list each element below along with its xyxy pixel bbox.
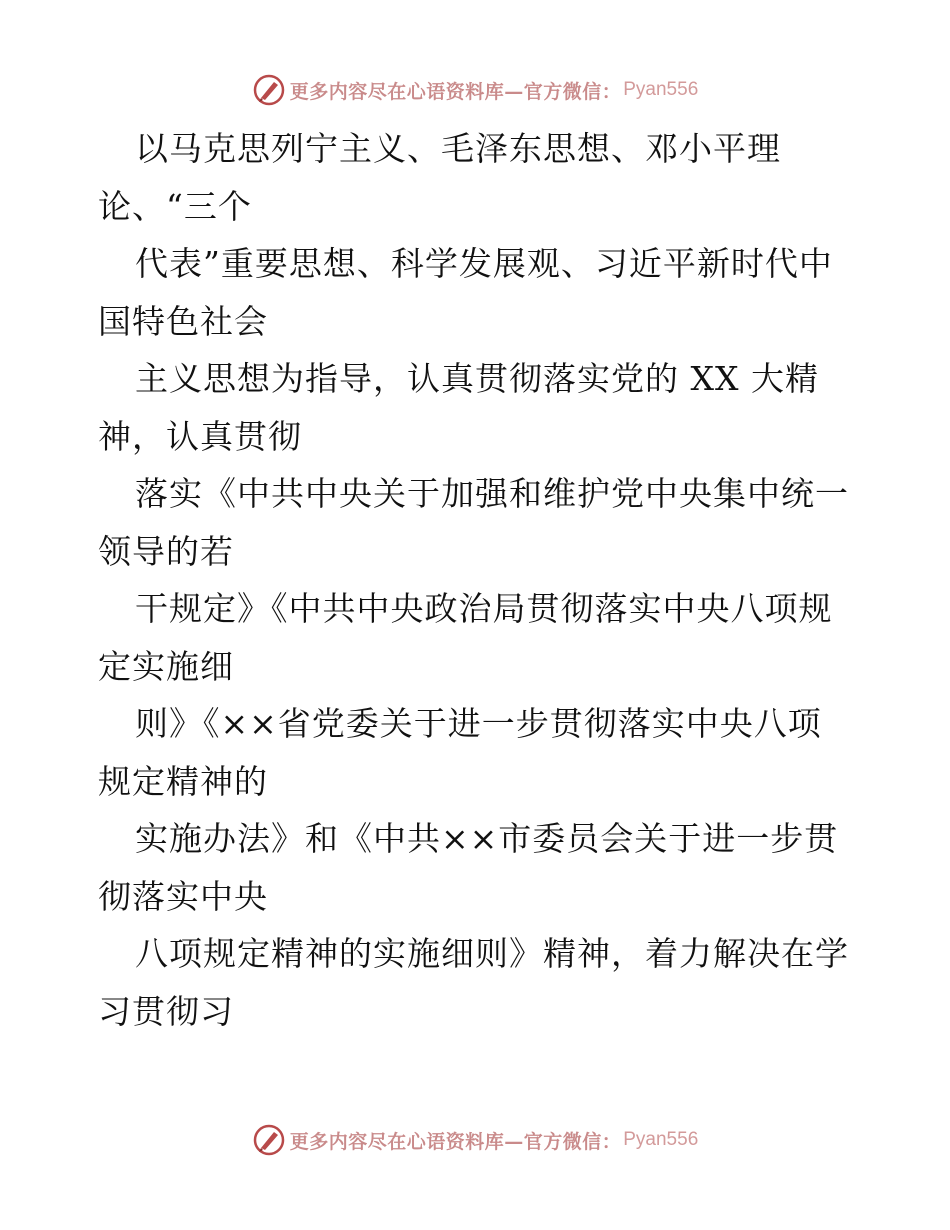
footer-watermark bbox=[0, 1120, 950, 1160]
body-line: 实施办法》和《中共××市委员会关于进一步贯 bbox=[135, 819, 839, 858]
body-line: 彻落实中央 bbox=[98, 876, 268, 916]
body-line: 国特色社会 bbox=[98, 301, 268, 341]
body-line: 则》《××省党委关于进一步贯彻落实中央八项 bbox=[135, 704, 822, 743]
body-line: 定实施细 bbox=[98, 646, 234, 686]
body-line: 八项规定精神的实施细则》精神，着力解决在学 bbox=[135, 934, 849, 973]
body-line: 领导的若 bbox=[98, 531, 234, 571]
quill-logo-icon bbox=[252, 1123, 286, 1157]
watermark-account: Pyan556 bbox=[623, 1129, 699, 1150]
body-line: 落实《中共中央关于加强和维护党中央集中统一 bbox=[135, 474, 849, 513]
body-text bbox=[98, 120, 858, 1040]
body-line: 代表”重要思想、科学发展观、习近平新时代中 bbox=[135, 244, 833, 283]
quill-logo-icon bbox=[252, 73, 286, 107]
body-line: 以马克思列宁主义、毛泽东思想、邓小平理 bbox=[135, 129, 781, 168]
body-line: 规定精神的 bbox=[98, 761, 268, 801]
body-line: 干规定》《中共中央政治局贯彻落实中央八项规 bbox=[135, 589, 833, 628]
header-watermark bbox=[0, 70, 950, 110]
body-line: 神，认真贯彻 bbox=[98, 416, 302, 456]
watermark-text: 更多内容尽在心语资料库—官方微信： bbox=[289, 80, 622, 103]
body-line: 主义思想为指导，认真贯彻落实党的 XX 大精 bbox=[135, 359, 819, 398]
body-line: 习贯彻习 bbox=[98, 991, 234, 1031]
watermark-account: Pyan556 bbox=[623, 79, 699, 100]
watermark-text: 更多内容尽在心语资料库—官方微信： bbox=[289, 1130, 622, 1153]
body-line: 论、“三个 bbox=[98, 186, 252, 226]
